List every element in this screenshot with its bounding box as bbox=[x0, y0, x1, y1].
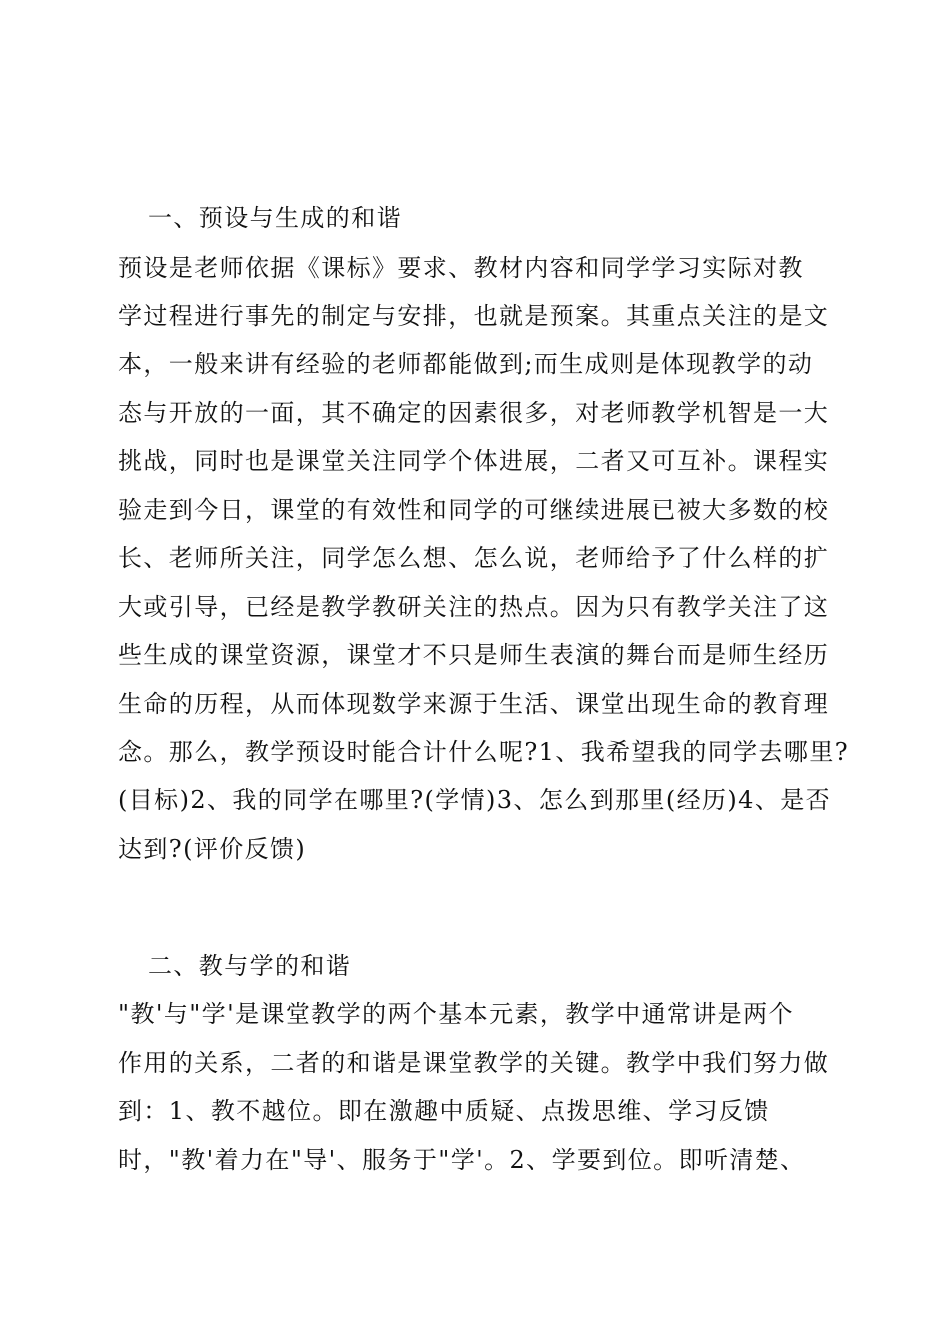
paragraph-line: 挑战，同时也是课堂关注同学个体进展，二者又可互补。课程实 bbox=[118, 447, 830, 475]
paragraph-line: 时，"教'着力在"导'、服务于"学'。2、学要到位。即听清楚、 bbox=[118, 1146, 806, 1174]
paragraph-line: 作用的关系，二者的和谐是课堂教学的关键。教学中我们努力做 bbox=[118, 1049, 830, 1077]
paragraph-line: 验走到今日，课堂的有效性和同学的可继续进展已被大多数的校 bbox=[118, 496, 830, 524]
paragraph-line: 本，一般来讲有经验的老师都能做到;而生成则是体现教学的动 bbox=[118, 350, 814, 378]
paragraph-line: 生命的历程，从而体现数学来源于生活、课堂出现生命的教育理 bbox=[118, 690, 830, 718]
section-heading-1: 一、预设与生成的和谐 bbox=[148, 204, 402, 232]
paragraph-line: 态与开放的一面，其不确定的因素很多，对老师教学机智是一大 bbox=[118, 399, 830, 427]
paragraph-line: "教'与"学'是课堂教学的两个基本元素，教学中通常讲是两个 bbox=[118, 1000, 794, 1028]
paragraph-line: 到：1、教不越位。即在激趣中质疑、点拨思维、学习反馈 bbox=[118, 1097, 770, 1125]
section-heading-2: 二、教与学的和谐 bbox=[148, 952, 352, 980]
paragraph-line: 预设是老师依据《课标》要求、教材内容和同学学习实际对教 bbox=[118, 254, 804, 282]
paragraph-line: 些生成的课堂资源，课堂才不只是师生表演的舞台而是师生经历 bbox=[118, 641, 830, 669]
paragraph-line: (目标)2、我的同学在哪里?(学情)3、怎么到那里(经历)4、是否 bbox=[118, 786, 832, 814]
paragraph-line: 达到?(评价反馈) bbox=[118, 835, 307, 863]
paragraph-line: 大或引导，已经是教学教研关注的热点。因为只有教学关注了这 bbox=[118, 593, 830, 621]
paragraph-line: 长、老师所关注，同学怎么想、怎么说，老师给予了什么样的扩 bbox=[118, 544, 830, 572]
paragraph-line: 学过程进行事先的制定与安排，也就是预案。其重点关注的是文 bbox=[118, 302, 830, 330]
paragraph-line: 念。那么，教学预设时能合计什么呢?1、我希望我的同学去哪里? bbox=[118, 738, 850, 766]
